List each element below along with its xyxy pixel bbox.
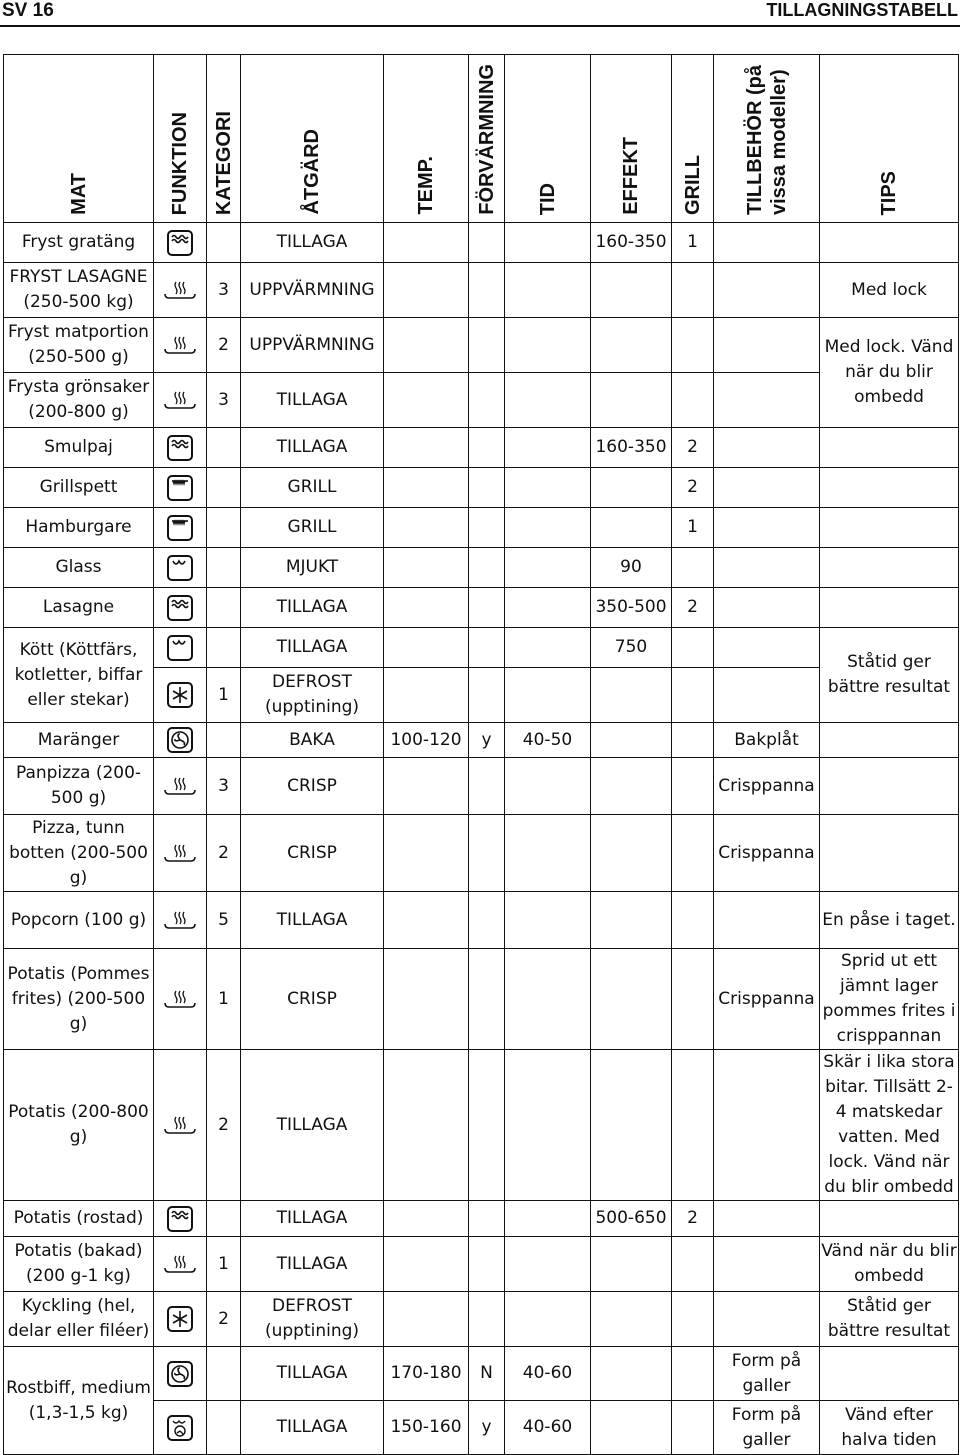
grill-icon bbox=[154, 468, 207, 508]
crisp-steam-icon bbox=[154, 758, 207, 815]
crisp-steam-icon bbox=[154, 815, 207, 892]
col-effekt: EFFEKT bbox=[591, 55, 672, 223]
table-row: Potatis (Pommes frites) (200-500 g) 1 CRISP Crisppanna Sprid ut ett jämnt lager pommes frites i crisppannan bbox=[4, 949, 959, 1050]
col-mat: MAT bbox=[4, 55, 154, 223]
steam-icon bbox=[154, 1050, 207, 1201]
steam-icon bbox=[154, 263, 207, 318]
table-row: Fryst gratäng TILLAGA 160-350 1 bbox=[4, 223, 959, 263]
table-row: Pizza, tunn botten (200-500 g) 2 CRISP Crisppanna bbox=[4, 815, 959, 892]
col-atgard: ÅTGÄRD bbox=[241, 55, 384, 223]
section-title: TILLAGNINGSTABELL bbox=[766, 0, 958, 20]
crisp-combo-icon bbox=[154, 223, 207, 263]
table-row: Fryst matportion (250-500 g) 2 UPPVÄRMNING Med lock. Vänd när du blir ombedd bbox=[4, 318, 959, 373]
crisp-steam-icon bbox=[154, 949, 207, 1050]
convection-combo-icon bbox=[154, 1401, 207, 1455]
microwave-icon bbox=[154, 548, 207, 588]
convection-fan-icon bbox=[154, 723, 207, 758]
table-row: Potatis (bakad) (200 g-1 kg) 1 TILLAGA Vänd när du blir ombedd bbox=[4, 1237, 959, 1292]
crisp-combo-icon bbox=[154, 1201, 207, 1237]
defrost-icon bbox=[154, 668, 207, 723]
convection-fan-icon bbox=[154, 1347, 207, 1401]
table-row: Popcorn (100 g) 5 TILLAGA En påse i taget. bbox=[4, 892, 959, 949]
col-temp: TEMP. bbox=[384, 55, 469, 223]
header-rule bbox=[0, 25, 960, 27]
steam-icon bbox=[154, 1237, 207, 1292]
table-row: 1 DEFROST (upptining) bbox=[4, 668, 959, 723]
crisp-combo-icon bbox=[154, 588, 207, 628]
table-row: Grillspett GRILL 2 bbox=[4, 468, 959, 508]
table-row: Potatis (200-800 g) 2 TILLAGA Skär i lika stora bitar. Tillsätt 2-4 matskedar vatten. Med lock. Vänd när du blir ombedd bbox=[4, 1050, 959, 1201]
col-tid: TID bbox=[505, 55, 591, 223]
defrost-icon bbox=[154, 1292, 207, 1347]
table-row: Hamburgare GRILL 1 bbox=[4, 508, 959, 548]
table-row: Kyckling (hel, delar eller filéer) 2 DEFROST (upptining) Ståtid ger bättre resultat bbox=[4, 1292, 959, 1347]
table-row: Lasagne TILLAGA 350-500 2 bbox=[4, 588, 959, 628]
steam-icon bbox=[154, 318, 207, 373]
col-kategori: KATEGORI bbox=[207, 55, 241, 223]
cooking-table bbox=[3, 54, 959, 1455]
table-row: Potatis (rostad) TILLAGA 500-650 2 bbox=[4, 1201, 959, 1237]
grill-icon bbox=[154, 508, 207, 548]
microwave-icon bbox=[154, 628, 207, 668]
col-forvarmning: FÖRVÄRMNING bbox=[469, 55, 505, 223]
col-funktion: FUNKTION bbox=[154, 55, 207, 223]
steam-icon bbox=[154, 373, 207, 428]
table-row: Maränger BAKA 100-120 y 40-50 Bakplåt bbox=[4, 723, 959, 758]
crisp-combo-icon bbox=[154, 428, 207, 468]
table-row: Glass MJUKT 90 bbox=[4, 548, 959, 588]
table-row: Panpizza (200-500 g) 3 CRISP Crisppanna bbox=[4, 758, 959, 815]
col-tillbehor: TILLBEHÖR (på vissa modeller) bbox=[714, 55, 820, 223]
steam-icon bbox=[154, 892, 207, 949]
table-row: Rostbiff, medium (1,3-1,5 kg) TILLAGA 170-180 N 40-60 Form på galler bbox=[4, 1347, 959, 1401]
table-row: Frysta grönsaker (200-800 g) 3 TILLAGA bbox=[4, 373, 959, 428]
table-row: Smulpaj TILLAGA 160-350 2 bbox=[4, 428, 959, 468]
header-row bbox=[4, 55, 959, 223]
table-row: FRYST LASAGNE (250-500 kg) 3 UPPVÄRMNING Med lock bbox=[4, 263, 959, 318]
table-row: Kött (Köttfärs, kotletter, biffar eller stekar) TILLAGA 750 Ståtid ger bättre resultat bbox=[4, 628, 959, 668]
table-row: TILLAGA 150-160 y 40-60 Form på galler Vänd efter halva tiden bbox=[4, 1401, 959, 1455]
col-grill: GRILL bbox=[672, 55, 714, 223]
page-header bbox=[0, 0, 960, 26]
page-label: SV 16 bbox=[2, 0, 54, 21]
col-tips: TIPS bbox=[820, 55, 959, 223]
